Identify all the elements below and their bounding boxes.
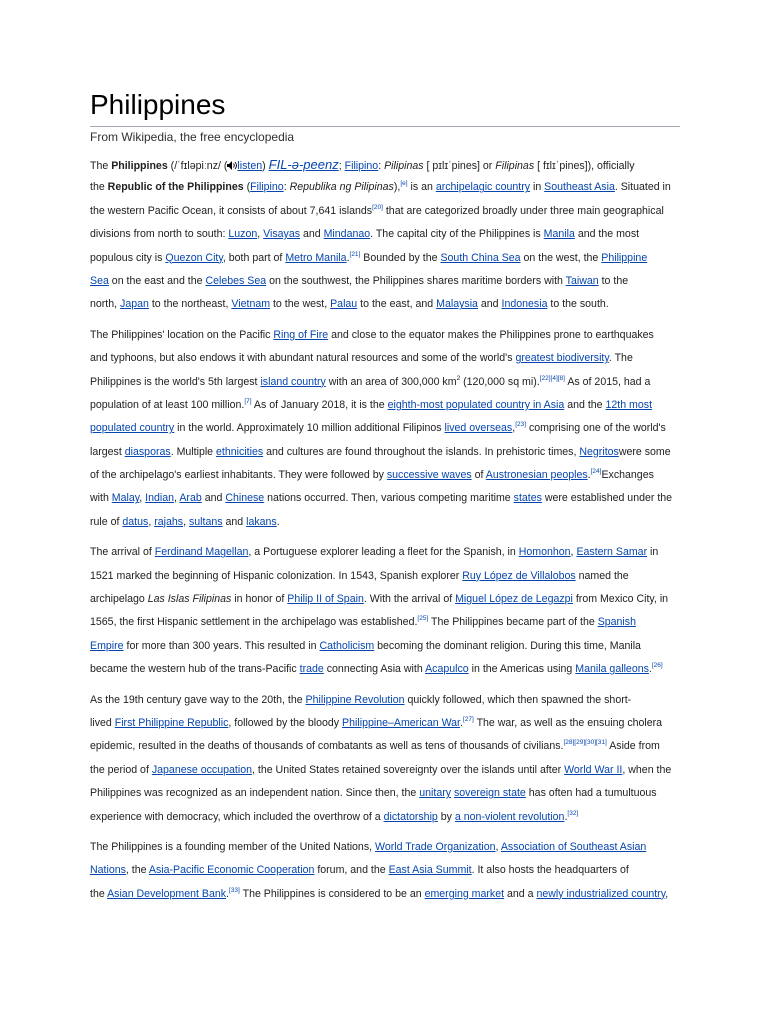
text: : (378, 160, 385, 172)
text: named the (575, 569, 629, 582)
site-tagline: From Wikipedia, the free encyclopedia (90, 130, 295, 144)
text: The Philippines became part of the (428, 616, 598, 629)
non-violent-revolution-link[interactable]: a non-violent revolution (454, 810, 565, 823)
text: with (90, 492, 112, 505)
text-line (90, 441, 680, 464)
austronesian-peoples-link[interactable]: Austronesian peoples (485, 469, 588, 482)
text-line (90, 270, 680, 293)
east-asia-summit-link[interactable]: East Asia Summit (388, 864, 472, 877)
bold-term: Philippines (111, 160, 168, 172)
text: archipelago (90, 593, 148, 606)
citation-ref[interactable]: [21] (349, 250, 361, 258)
paragraph-colonization (90, 541, 680, 681)
text: : (283, 181, 290, 194)
text: were some (618, 445, 671, 458)
asian-development-bank-link[interactable]: Asian Development Bank (107, 887, 227, 900)
text: , the United States retained sovereignty over the islands until after (251, 763, 565, 776)
dictatorship-link[interactable]: dictatorship (383, 810, 438, 823)
text: north, (90, 298, 121, 311)
text: As the 19th century gave way to the 20th, the (90, 693, 306, 706)
citation-ref[interactable]: [26] (651, 662, 663, 670)
text: , (139, 492, 146, 505)
text: the western Pacific Ocean, it consists of about 7,641 islands (90, 204, 373, 217)
text-line (90, 153, 680, 176)
lakans-link[interactable]: lakans (246, 515, 277, 528)
text-line (90, 689, 680, 712)
text: The Philippines is a founding member of the United Nations, (90, 840, 376, 853)
text: The (90, 160, 112, 172)
citation-ref[interactable]: [32] (567, 809, 579, 817)
text: population of at least 100 million. (90, 398, 245, 411)
text: . (226, 887, 229, 900)
text: , (570, 546, 577, 559)
text: . Multiple (170, 445, 217, 458)
text-line (90, 635, 680, 658)
text-line (90, 394, 680, 417)
taiwan-link[interactable]: Taiwan (565, 274, 599, 287)
text: of (471, 469, 486, 482)
text: , a Portuguese explorer leading a fleet for the Spanish, in (248, 546, 519, 559)
world-war-ii-link[interactable]: World War II (564, 763, 623, 776)
apec-link[interactable]: Asia-Pacific Economic Cooperation (148, 864, 315, 877)
text: is an (407, 181, 436, 194)
citation-ref[interactable]: [27] (462, 715, 474, 723)
catholicism-link[interactable]: Catholicism (319, 639, 375, 652)
text-line (90, 859, 680, 882)
wto-link[interactable]: World Trade Organization (375, 840, 496, 853)
text: . (346, 251, 350, 264)
text-line (90, 541, 680, 564)
text-line (90, 371, 680, 394)
rajahs-link[interactable]: rajahs (154, 515, 184, 528)
states-link[interactable]: states (513, 492, 542, 505)
text: for more than 300 years. This resulted in (123, 639, 320, 652)
south-china-sea-link[interactable]: South China Sea (440, 251, 521, 264)
text-line (90, 712, 680, 735)
text: nations occurred. Then, various competing maritime (264, 492, 514, 505)
vietnam-link[interactable]: Vietnam (231, 298, 271, 311)
trade-link[interactable]: trade (299, 663, 324, 676)
text: . (648, 663, 652, 676)
text: in honor of (231, 593, 288, 606)
respelling-link[interactable]: FIL-ə-peenz (268, 157, 339, 172)
text: Bounded by the (360, 251, 441, 264)
malay-link[interactable]: Malay (111, 492, 140, 505)
text-line (90, 417, 680, 440)
text: , (257, 228, 264, 241)
text-line (90, 324, 680, 347)
text: Exchanges (601, 469, 654, 482)
spanish-empire-link[interactable]: Empire (90, 639, 124, 652)
text: divisions from north to south: (90, 228, 229, 241)
text: . (460, 716, 463, 729)
asean-link[interactable]: Nations (90, 864, 126, 877)
bold-term: Republic of the Philippines (107, 181, 244, 194)
paragraph-geography (90, 324, 680, 535)
text-line (90, 658, 680, 681)
paragraph-revolution (90, 689, 680, 829)
palau-link[interactable]: Palau (330, 298, 358, 311)
japanese-occupation-link[interactable]: Japanese occupation (151, 763, 252, 776)
spanish-empire-link[interactable]: Spanish (597, 616, 636, 629)
text: The Philippines is considered to be an (239, 887, 425, 900)
text: , both part of (222, 251, 286, 264)
text: populous city is (90, 251, 166, 264)
text-line (90, 588, 680, 611)
negritos-link[interactable]: Negritos (579, 445, 619, 458)
text: were established under the (541, 492, 673, 505)
text: of the archipelago's earliest inhabitants. They were followed by (90, 469, 387, 482)
indonesia-link[interactable]: Indonesia (501, 298, 548, 311)
text: to the south. (547, 298, 609, 311)
indian-link[interactable]: Indian (145, 492, 175, 505)
filipino-link[interactable]: Filipino (344, 160, 379, 172)
text: and (477, 298, 502, 311)
philippine-american-war-link[interactable]: Philippine–American War (342, 716, 461, 729)
celebes-sea-link[interactable]: Celebes Sea (205, 274, 267, 287)
text-line (90, 565, 680, 588)
text: to the (598, 274, 629, 287)
datus-link[interactable]: datus (122, 515, 149, 528)
text: ( (243, 181, 251, 194)
text-line (90, 806, 680, 829)
philippine-sea-link[interactable]: Philippine (601, 251, 648, 264)
text: (120,000 sq mi). (460, 375, 540, 388)
italic-term: Republika ng Pilipinas (289, 181, 394, 194)
citation-ref[interactable]: [7] (244, 397, 252, 405)
citation-ref[interactable]: [24] (590, 468, 602, 476)
text: and the most (574, 228, 640, 241)
text: Aside from (606, 740, 660, 753)
text: on the east and the (108, 274, 206, 287)
text: forum, and the (314, 864, 389, 877)
text-line (90, 759, 680, 782)
text: epidemic, resulted in the deaths of thousands of combatants as well as tens of thousands of civilians. (90, 740, 564, 753)
text: . The capital city of the Philippines is (370, 228, 544, 241)
listen-link[interactable]: listen (237, 160, 263, 172)
text: [ pɪlɪˈpines] or (423, 160, 496, 172)
text: became the western hub of the trans-Pacific (90, 663, 300, 676)
text: experience with democracy, which included the overthrow of a (90, 810, 384, 823)
metro-manila-link[interactable]: Metro Manila (285, 251, 347, 264)
text: As of 2015, had a (564, 375, 651, 388)
quezon-city-link[interactable]: Quezon City (165, 251, 223, 264)
text: comprising one of the world's (526, 422, 666, 435)
text-line (90, 883, 680, 906)
italic-term: Filipinas (495, 160, 535, 172)
successive-waves-link[interactable]: successive waves (386, 469, 472, 482)
citation-ref[interactable]: [20] (372, 203, 383, 211)
speaker-icon[interactable] (227, 161, 237, 170)
text: to the northeast, (148, 298, 232, 311)
text: the (90, 887, 108, 900)
title-divider (90, 126, 680, 127)
text-line (90, 611, 680, 634)
text: , (665, 887, 669, 900)
eastern-samar-link[interactable]: Eastern Samar (576, 546, 648, 559)
text: and (222, 515, 247, 528)
text: The arrival of (90, 546, 155, 559)
twelfth-most-populated-link[interactable]: populated country (90, 422, 175, 435)
text-line (90, 735, 680, 758)
filipino-link[interactable]: Filipino (250, 181, 284, 194)
manila-link[interactable]: Manila (543, 228, 575, 241)
text: with an area of 300,000 km (325, 375, 457, 388)
text-line (90, 293, 680, 316)
text: and typhoons, but also endows it with abundant natural resources and some of the world's (90, 352, 516, 365)
text: , followed by the bloody (228, 716, 343, 729)
text: . It also hosts the headquarters of (471, 864, 629, 877)
superscript: 2 (456, 374, 461, 382)
text: , (512, 422, 516, 435)
text: and (201, 492, 226, 505)
text: ; (338, 160, 345, 172)
homonhon-link[interactable]: Homonhon (518, 546, 571, 559)
emerging-market-link[interactable]: emerging market (424, 887, 505, 900)
visayas-link[interactable]: Visayas (263, 228, 301, 241)
citation-ref[interactable]: [22][4][8] (539, 374, 565, 382)
text: and (300, 228, 324, 241)
acapulco-link[interactable]: Acapulco (425, 663, 469, 676)
philippine-revolution-link[interactable]: Philippine Revolution (305, 693, 405, 706)
text: . (276, 515, 280, 528)
text: the period of (90, 763, 152, 776)
text: . The (608, 352, 633, 365)
text: The war, as well as the ensuing cholera (473, 716, 663, 729)
text: has often had a tumultuous (525, 787, 657, 800)
text: , (495, 840, 501, 853)
japan-link[interactable]: Japan (120, 298, 149, 311)
text: As of January 2018, it is the (251, 398, 388, 411)
diasporas-link[interactable]: diasporas (124, 445, 171, 458)
text: , (174, 492, 180, 505)
text: Philippines was recognized as an independent nation. Since then, the (90, 787, 420, 800)
citation-ref[interactable]: [25] (417, 615, 429, 623)
text: in (647, 546, 659, 559)
text: ), (393, 181, 401, 194)
text: (/ˈfɪləpiːnz/ ( (167, 160, 228, 172)
philippine-sea-link[interactable]: Sea (90, 274, 109, 287)
text: by (437, 810, 455, 823)
article (90, 88, 680, 906)
text: to the west, (270, 298, 331, 311)
philip-ii-link[interactable]: Philip II of Spain (287, 593, 364, 606)
text: quickly followed, which then spawned the short- (404, 693, 632, 706)
page-title: Philippines (90, 89, 226, 120)
italic-term: Pilipinas (384, 160, 424, 172)
text: from Mexico City, in (572, 593, 669, 606)
unitary-link[interactable]: unitary (419, 787, 452, 800)
text: on the southwest, the Philippines shares maritime borders with (266, 274, 566, 287)
malaysia-link[interactable]: Malaysia (436, 298, 478, 311)
newly-industrialized-country-link[interactable]: newly industrialized country (536, 887, 666, 900)
lived-overseas-link[interactable]: lived overseas (444, 422, 513, 435)
first-republic-link[interactable]: First Philippine Republic (114, 716, 229, 729)
text: . With the arrival of (363, 593, 456, 606)
citation-ref[interactable]: [28][29][30][31] (563, 739, 607, 747)
text: and cultures are found throughout the islands. In prehistoric times, (263, 445, 580, 458)
ethnicities-link[interactable]: ethnicities (216, 445, 264, 458)
text-line (90, 223, 680, 246)
text: largest (90, 445, 125, 458)
text-line (90, 176, 680, 199)
text: to the east, and (357, 298, 437, 311)
text: . (564, 810, 568, 823)
magellan-link[interactable]: Ferdinand Magellan (154, 546, 249, 559)
text-line (90, 347, 680, 370)
text-line (90, 487, 680, 510)
text: in (530, 181, 545, 194)
villalobos-link[interactable]: Ruy López de Villalobos (462, 569, 576, 582)
text: becoming the dominant religion. During this time, Manila (374, 639, 641, 652)
text: connecting Asia with (323, 663, 426, 676)
text: that are categorized broadly under three main geographical (382, 204, 664, 217)
text: in the Americas using (468, 663, 576, 676)
arab-link[interactable]: Arab (179, 492, 202, 505)
text: and a (504, 887, 537, 900)
text: the (90, 181, 108, 194)
citation-ref[interactable]: [e] (400, 180, 408, 188)
paragraph-intro (90, 153, 680, 317)
text: Philippines is the world's 5th largest (90, 375, 261, 388)
italic-term: Las Islas Filipinas (147, 593, 232, 606)
text: ) (262, 160, 269, 172)
text-line (90, 464, 680, 487)
archipelagic-country-link[interactable]: archipelagic country (435, 181, 531, 194)
text: , when the (622, 763, 672, 776)
manila-galleons-link[interactable]: Manila galleons (575, 663, 649, 676)
text: The Philippines' location on the Pacific (90, 328, 274, 341)
text: , the (125, 864, 149, 877)
text: in the world. Approximately 10 million additional Filipinos (174, 422, 445, 435)
text-line (90, 782, 680, 805)
citation-ref[interactable]: [23] (515, 421, 527, 429)
text-line (90, 511, 680, 534)
text: and the (564, 398, 606, 411)
text: , (183, 515, 189, 528)
text: . Situated in (614, 181, 671, 194)
biodiversity-link[interactable]: greatest biodiversity (515, 352, 609, 365)
text-line (90, 247, 680, 270)
text: . (587, 469, 591, 482)
paragraph-international (90, 836, 680, 906)
mindanao-link[interactable]: Mindanao (323, 228, 371, 241)
sovereign-state-link[interactable]: sovereign state (453, 787, 526, 800)
asean-link[interactable]: Association of Southeast Asian (500, 840, 647, 853)
island-country-link[interactable]: island country (260, 375, 326, 388)
text: lived (90, 716, 115, 729)
text-line (90, 836, 680, 859)
ring-of-fire-link[interactable]: Ring of Fire (273, 328, 329, 341)
legazpi-link[interactable]: Miguel López de Legazpi (455, 593, 573, 606)
luzon-link[interactable]: Luzon (228, 228, 258, 241)
southeast-asia-link[interactable]: Southeast Asia (544, 181, 615, 194)
text: and close to the equator makes the Philippines prone to earthquakes (328, 328, 654, 341)
text: on the west, the (520, 251, 602, 264)
text: [ fɪlɪˈpines]), officially (534, 160, 635, 172)
twelfth-most-populated-link[interactable]: 12th most (605, 398, 653, 411)
citation-ref[interactable]: [33] (229, 886, 240, 894)
text: 1565, the first Hispanic settlement in the archipelago was established. (90, 616, 418, 629)
text-line (90, 200, 680, 223)
eighth-most-populated-link[interactable]: eighth-most populated country in Asia (387, 398, 565, 411)
text: 1521 marked the beginning of Hispanic colonization. In 1543, Spanish explorer (90, 569, 463, 582)
chinese-link[interactable]: Chinese (225, 492, 265, 505)
text: , (148, 515, 155, 528)
sultans-link[interactable]: sultans (188, 515, 223, 528)
text: rule of (90, 515, 123, 528)
